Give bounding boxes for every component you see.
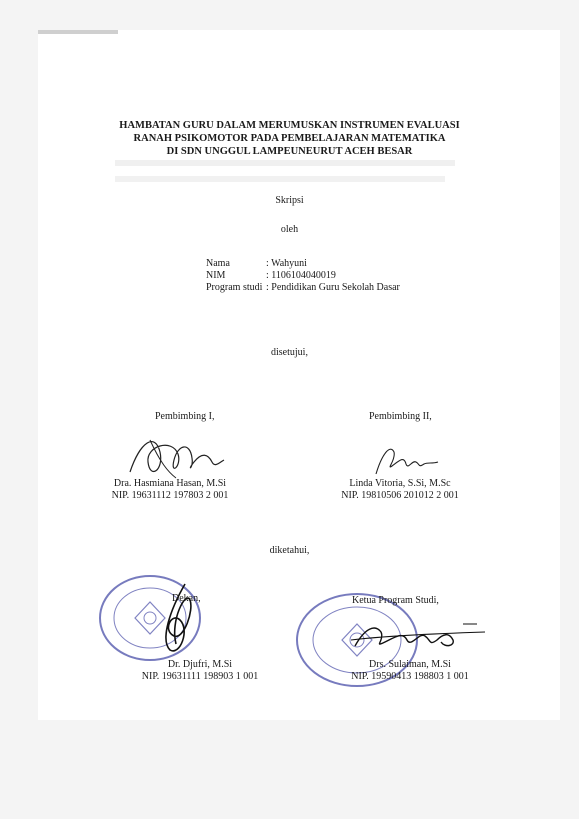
student-program-row [206, 282, 400, 294]
advisor-1-name: Dra. Hasmiana Hasan, M.Si [113, 478, 227, 489]
advisor-1-role: Pembimbing I, [155, 411, 215, 422]
dean-nip: NIP. 19631111 198903 1 001 [141, 671, 259, 682]
head-nip: NIP. 19590413 198803 1 001 [351, 671, 469, 682]
advisor-1-nip: NIP. 19631112 197803 2 001 [111, 490, 229, 501]
advisor-1-signature [120, 432, 230, 484]
advisor-2-nip: NIP. 19810506 201012 2 001 [341, 490, 459, 501]
title-line-1: HAMBATAN GURU DALAM MERUMUSKAN INSTRUMEN EVALUASI [119, 120, 460, 131]
field-label: NIM [206, 270, 226, 281]
approved-label: disetujui, [271, 347, 308, 358]
bleed-through-line [115, 160, 455, 166]
advisor-2-name: Linda Vitoria, S.Si, M.Sc [349, 478, 451, 489]
head-role: Ketua Program Studi, [352, 595, 439, 606]
head-name: Drs. Sulaiman, M.Si [369, 659, 451, 670]
bleed-through-line [115, 176, 445, 182]
field-label: Program studi [206, 282, 263, 293]
dean-signature [150, 580, 210, 660]
advisor-2-role: Pembimbing II, [369, 411, 432, 422]
student-name-row [206, 258, 400, 270]
title-line-2: RANAH PSIKOMOTOR PADA PEMBELAJARAN MATEMATIKA [133, 133, 446, 144]
student-info [206, 258, 400, 294]
known-label: diketahui, [269, 545, 310, 556]
student-nim-row [206, 270, 400, 282]
title-line-3: DI SDN UNGGUL LAMPEUNEURUT ACEH BESAR [166, 146, 413, 157]
field-label: Nama [206, 258, 230, 269]
thesis-title [0, 119, 579, 158]
head-signature [345, 618, 495, 658]
field-value: : Pendidikan Guru Sekolah Dasar [266, 282, 400, 293]
dean-role: Dekan, [172, 593, 201, 604]
field-value: : 1106104040019 [266, 270, 336, 281]
advisor-2-signature [368, 440, 448, 480]
scan-edge [38, 30, 118, 34]
by-label: oleh [280, 224, 299, 235]
document-type: Skripsi [275, 195, 304, 206]
field-value: : Wahyuni [266, 258, 307, 269]
dean-name: Dr. Djufri, M.Si [167, 659, 233, 670]
